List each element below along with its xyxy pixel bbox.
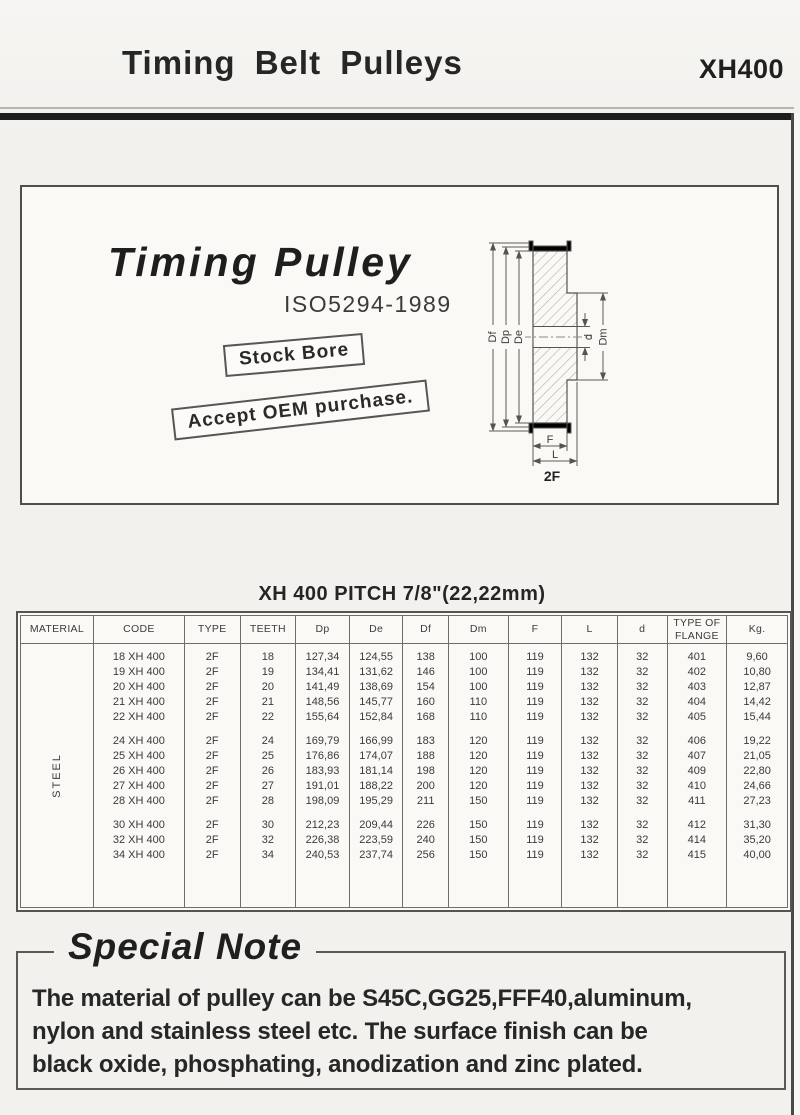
diagram-caption: 2F xyxy=(543,468,561,484)
table-cell xyxy=(184,863,240,907)
table-cell: 132 xyxy=(562,779,618,794)
table-cell: 198,09 xyxy=(296,794,350,809)
table-cell: 25 XH 400 xyxy=(93,749,184,764)
table-cell xyxy=(296,809,350,818)
table-cell: 2F xyxy=(184,749,240,764)
table-row xyxy=(21,764,788,779)
spacer-row xyxy=(21,725,788,734)
table-cell: 138 xyxy=(403,650,449,665)
table-cell: 2F xyxy=(184,695,240,710)
table-cell xyxy=(93,809,184,818)
table-cell: 119 xyxy=(508,779,562,794)
table-cell xyxy=(403,863,449,907)
table-cell: 237,74 xyxy=(349,848,403,863)
table-cell xyxy=(508,725,562,734)
table-row xyxy=(21,680,788,695)
table-cell: 32 xyxy=(617,650,667,665)
dim-label-df: Df xyxy=(487,331,499,343)
table-cell: 18 XH 400 xyxy=(93,650,184,665)
col-df: Df xyxy=(403,616,449,644)
table-cell: 166,99 xyxy=(349,734,403,749)
col-d: d xyxy=(617,616,667,644)
table-cell: 240,53 xyxy=(296,848,350,863)
table-cell: 132 xyxy=(562,833,618,848)
pulley-table xyxy=(20,615,788,908)
table-cell: 120 xyxy=(448,764,508,779)
material-label: STEEL xyxy=(50,753,63,799)
table-cell: 100 xyxy=(448,650,508,665)
table-cell: 119 xyxy=(508,695,562,710)
table-cell: 119 xyxy=(508,764,562,779)
table-cell: 152,84 xyxy=(349,710,403,725)
table-cell: 256 xyxy=(403,848,449,863)
table-row xyxy=(21,710,788,725)
table-cell xyxy=(562,809,618,818)
table-cell xyxy=(617,809,667,818)
col-type: TYPE xyxy=(184,616,240,644)
table-cell: 34 xyxy=(240,848,296,863)
header-rule-thin xyxy=(0,107,794,109)
table-cell: 32 xyxy=(617,749,667,764)
pulley-cross-section-diagram xyxy=(477,233,697,489)
table-cell: 412 xyxy=(667,818,727,833)
table-cell: 27 XH 400 xyxy=(93,779,184,794)
col-f: F xyxy=(508,616,562,644)
col-material: MATERIAL xyxy=(21,616,94,644)
table-cell xyxy=(617,863,667,907)
table-row xyxy=(21,665,788,680)
table-cell: 191,01 xyxy=(296,779,350,794)
table-cell: 32 xyxy=(617,734,667,749)
table-cell xyxy=(184,809,240,818)
table-cell: 212,23 xyxy=(296,818,350,833)
table-cell xyxy=(727,725,788,734)
table-cell: 19 xyxy=(240,665,296,680)
table-cell: 24 XH 400 xyxy=(93,734,184,749)
table-cell: 134,41 xyxy=(296,665,350,680)
table-cell xyxy=(93,725,184,734)
table-cell xyxy=(93,863,184,907)
table-cell: 20 XH 400 xyxy=(93,680,184,695)
col-teeth: TEETH xyxy=(240,616,296,644)
table-cell: 223,59 xyxy=(349,833,403,848)
table-cell: 401 xyxy=(667,650,727,665)
table-cell: 32 xyxy=(617,779,667,794)
dim-label-l: L xyxy=(551,449,559,461)
table-cell: 119 xyxy=(508,734,562,749)
table-cell: 40,00 xyxy=(727,848,788,863)
table-row xyxy=(21,749,788,764)
table-title: XH 400 PITCH 7/8"(22,22mm) xyxy=(258,583,546,605)
table-cell: 19,22 xyxy=(727,734,788,749)
table-cell: 169,79 xyxy=(296,734,350,749)
table-cell xyxy=(349,725,403,734)
table-cell: 19 XH 400 xyxy=(93,665,184,680)
col-flange: TYPE OF FLANGE xyxy=(667,616,727,644)
product-box xyxy=(20,185,779,505)
table-cell xyxy=(727,863,788,907)
table-cell: 148,56 xyxy=(296,695,350,710)
table-cell: 26 xyxy=(240,764,296,779)
table-cell: 24 xyxy=(240,734,296,749)
table-cell: 414 xyxy=(667,833,727,848)
table-cell: 22 xyxy=(240,710,296,725)
table-cell: 119 xyxy=(508,794,562,809)
table-cell xyxy=(240,809,296,818)
table-cell: 21 xyxy=(240,695,296,710)
table-cell: 32 xyxy=(617,680,667,695)
filler-row xyxy=(21,863,788,907)
table-cell: 25 xyxy=(240,749,296,764)
table-cell: 150 xyxy=(448,833,508,848)
table-cell: 132 xyxy=(562,794,618,809)
table-row xyxy=(21,818,788,833)
note-line: nylon and stainless steel etc. The surface finish can be xyxy=(32,1018,648,1045)
table-cell xyxy=(240,863,296,907)
dim-label-d: d xyxy=(583,333,595,341)
table-cell: 141,49 xyxy=(296,680,350,695)
special-note-box xyxy=(16,926,786,1090)
col-kg: Kg. xyxy=(727,616,788,644)
table-cell: 28 xyxy=(240,794,296,809)
table-cell xyxy=(667,725,727,734)
dim-label-dm: Dm xyxy=(597,328,610,346)
table-cell xyxy=(727,809,788,818)
table-cell: 32 xyxy=(617,764,667,779)
table-cell: 138,69 xyxy=(349,680,403,695)
table-cell xyxy=(296,863,350,907)
table-cell: 32 xyxy=(617,710,667,725)
table-cell: 110 xyxy=(448,695,508,710)
table-cell xyxy=(508,863,562,907)
table-cell: 132 xyxy=(562,695,618,710)
table-cell: 150 xyxy=(448,818,508,833)
table-cell: 26 XH 400 xyxy=(93,764,184,779)
table-cell: 32 xyxy=(617,818,667,833)
table-cell xyxy=(508,809,562,818)
table-cell: 183 xyxy=(403,734,449,749)
pulley-table-frame xyxy=(16,611,792,912)
table-cell: 181,14 xyxy=(349,764,403,779)
table-cell: 200 xyxy=(403,779,449,794)
table-cell: 27 xyxy=(240,779,296,794)
dim-label-dp: Dp xyxy=(500,329,512,345)
table-cell xyxy=(349,863,403,907)
table-cell: 150 xyxy=(448,848,508,863)
table-cell: 30 XH 400 xyxy=(93,818,184,833)
table-cell: 119 xyxy=(508,833,562,848)
table-cell: 22,80 xyxy=(727,764,788,779)
table-cell: 10,80 xyxy=(727,665,788,680)
table-cell: 2F xyxy=(184,848,240,863)
table-cell: 406 xyxy=(667,734,727,749)
table-cell: 226,38 xyxy=(296,833,350,848)
table-cell: 2F xyxy=(184,665,240,680)
table-cell: 131,62 xyxy=(349,665,403,680)
page-edge-highlight xyxy=(794,113,800,1115)
table-row xyxy=(21,833,788,848)
table-cell: 124,55 xyxy=(349,650,403,665)
table-cell: 15,44 xyxy=(727,710,788,725)
table-row xyxy=(21,848,788,863)
table-cell: 174,07 xyxy=(349,749,403,764)
table-cell: 415 xyxy=(667,848,727,863)
table-cell xyxy=(403,809,449,818)
table-cell: 132 xyxy=(562,650,618,665)
table-cell: 22 XH 400 xyxy=(93,710,184,725)
table-cell: 14,42 xyxy=(727,695,788,710)
table-cell: 32 XH 400 xyxy=(93,833,184,848)
table-cell: 100 xyxy=(448,665,508,680)
table-cell: 24,66 xyxy=(727,779,788,794)
table-cell: 402 xyxy=(667,665,727,680)
table-cell xyxy=(562,725,618,734)
table-cell: 155,64 xyxy=(296,710,350,725)
table-cell: 132 xyxy=(562,710,618,725)
table-cell: 150 xyxy=(448,794,508,809)
table-cell: 132 xyxy=(562,818,618,833)
table-cell: 32 xyxy=(617,833,667,848)
table-cell: 145,77 xyxy=(349,695,403,710)
table-row xyxy=(21,794,788,809)
table-cell: 168 xyxy=(403,710,449,725)
table-cell: 35,20 xyxy=(727,833,788,848)
table-cell: 119 xyxy=(508,680,562,695)
header-rule-thick xyxy=(0,113,794,120)
table-cell: 176,86 xyxy=(296,749,350,764)
table-cell: 21,05 xyxy=(727,749,788,764)
table-cell: 132 xyxy=(562,764,618,779)
col-code: CODE xyxy=(93,616,184,644)
col-l: L xyxy=(562,616,618,644)
table-cell xyxy=(240,725,296,734)
table-cell: 31,30 xyxy=(727,818,788,833)
table-cell: 28 XH 400 xyxy=(93,794,184,809)
table-cell xyxy=(349,809,403,818)
col-dp: Dp xyxy=(296,616,350,644)
table-cell: 120 xyxy=(448,734,508,749)
table-cell xyxy=(403,725,449,734)
table-cell: 132 xyxy=(562,734,618,749)
table-cell: 2F xyxy=(184,833,240,848)
table-cell: 211 xyxy=(403,794,449,809)
table-row xyxy=(21,734,788,749)
table-cell: 188 xyxy=(403,749,449,764)
table-cell: 2F xyxy=(184,818,240,833)
col-de: De xyxy=(349,616,403,644)
table-cell: 240 xyxy=(403,833,449,848)
table-cell: 119 xyxy=(508,710,562,725)
table-cell: 146 xyxy=(403,665,449,680)
table-cell: 100 xyxy=(448,680,508,695)
table-cell: 32 xyxy=(240,833,296,848)
table-cell: 2F xyxy=(184,650,240,665)
table-cell: 407 xyxy=(667,749,727,764)
table-cell: 2F xyxy=(184,734,240,749)
table-cell: 120 xyxy=(448,779,508,794)
table-cell xyxy=(21,644,94,908)
table-cell: 2F xyxy=(184,680,240,695)
model-code: XH400 xyxy=(699,54,785,84)
table-cell: 32 xyxy=(617,695,667,710)
pulley-table-body xyxy=(21,644,788,908)
table-cell xyxy=(296,725,350,734)
note-line: black oxide, phosphating, anodization and zinc plated. xyxy=(32,1051,643,1078)
table-cell: 226 xyxy=(403,818,449,833)
table-cell: 403 xyxy=(667,680,727,695)
table-cell xyxy=(562,863,618,907)
table-cell: 119 xyxy=(508,749,562,764)
table-cell: 32 xyxy=(617,794,667,809)
table-cell: 30 xyxy=(240,818,296,833)
table-cell: 410 xyxy=(667,779,727,794)
dim-label-f: F xyxy=(546,434,554,446)
table-cell: 127,34 xyxy=(296,650,350,665)
table-cell xyxy=(184,725,240,734)
table-cell xyxy=(667,809,727,818)
table-cell: 198 xyxy=(403,764,449,779)
table-row xyxy=(21,650,788,665)
table-cell: 188,22 xyxy=(349,779,403,794)
table-cell: 132 xyxy=(562,680,618,695)
table-cell xyxy=(448,863,508,907)
table-cell: 12,87 xyxy=(727,680,788,695)
table-cell: 160 xyxy=(403,695,449,710)
table-cell: 119 xyxy=(508,650,562,665)
table-cell: 132 xyxy=(562,665,618,680)
table-header-row xyxy=(21,616,788,644)
table-cell: 2F xyxy=(184,794,240,809)
table-cell: 34 XH 400 xyxy=(93,848,184,863)
table-cell xyxy=(448,809,508,818)
table-cell: 9,60 xyxy=(727,650,788,665)
table-cell: 209,44 xyxy=(349,818,403,833)
table-cell: 132 xyxy=(562,848,618,863)
table-cell: 32 xyxy=(617,848,667,863)
special-note-text xyxy=(32,982,692,1081)
table-cell: 132 xyxy=(562,749,618,764)
table-cell: 21 XH 400 xyxy=(93,695,184,710)
table-cell: 20 xyxy=(240,680,296,695)
table-cell: 2F xyxy=(184,710,240,725)
table-cell: 405 xyxy=(667,710,727,725)
table-cell: 110 xyxy=(448,710,508,725)
stock-bore-badge: Stock Bore xyxy=(223,333,366,377)
table-cell: 409 xyxy=(667,764,727,779)
dim-label-de: De xyxy=(513,329,525,345)
col-dm: Dm xyxy=(448,616,508,644)
oem-badge: Accept OEM purchase. xyxy=(171,380,430,441)
iso-standard: ISO5294-1989 xyxy=(284,291,452,317)
table-cell: 2F xyxy=(184,764,240,779)
table-cell: 120 xyxy=(448,749,508,764)
table-cell xyxy=(617,725,667,734)
table-cell: 119 xyxy=(508,665,562,680)
table-cell: 119 xyxy=(508,848,562,863)
page-title: Timing Belt Pulleys xyxy=(122,44,463,81)
table-cell xyxy=(448,725,508,734)
note-line: The material of pulley can be S45C,GG25,FFF40,aluminum, xyxy=(32,985,692,1012)
table-cell: 183,93 xyxy=(296,764,350,779)
table-row xyxy=(21,695,788,710)
table-cell: 27,23 xyxy=(727,794,788,809)
spacer-row xyxy=(21,809,788,818)
table-cell xyxy=(667,863,727,907)
table-cell: 411 xyxy=(667,794,727,809)
table-cell: 154 xyxy=(403,680,449,695)
table-cell: 2F xyxy=(184,779,240,794)
table-cell: 32 xyxy=(617,665,667,680)
table-cell: 404 xyxy=(667,695,727,710)
product-title: Timing Pulley xyxy=(108,239,413,285)
table-row xyxy=(21,779,788,794)
table-cell: 195,29 xyxy=(349,794,403,809)
special-note-title: Special Note xyxy=(54,926,316,968)
table-cell: 119 xyxy=(508,818,562,833)
table-cell: 18 xyxy=(240,650,296,665)
